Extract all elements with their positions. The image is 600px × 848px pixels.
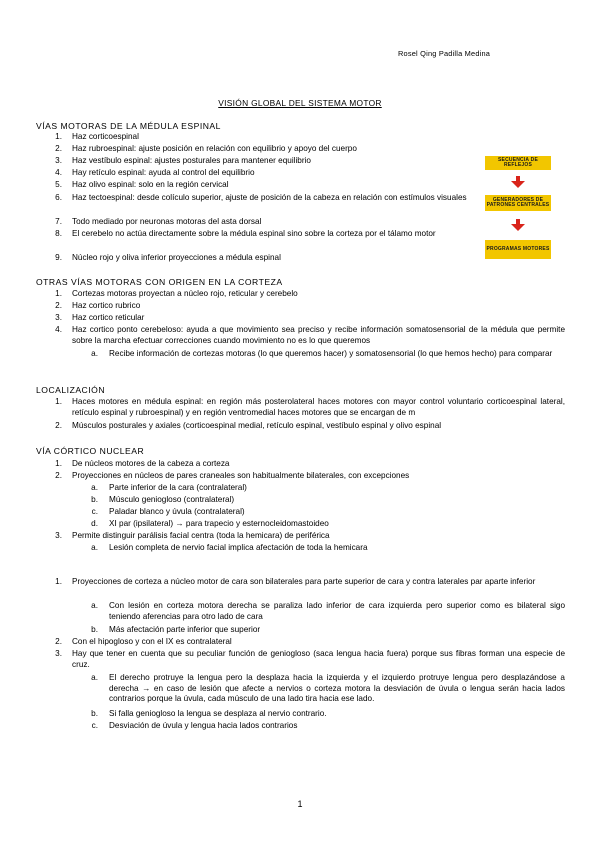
section-heading-medula: VÍAS MOTORAS DE LA MÉDULA ESPINAL	[36, 121, 221, 131]
diagram-box-patrones: GENERADORES DE PATRONES CENTRALES	[485, 195, 551, 211]
down-arrow-icon	[508, 219, 528, 231]
section-heading-cortico-nuclear: VÍA CÓRTICO NUCLEAR	[36, 446, 145, 456]
diagram-box-reflejos: SECUENCIA DE REFLEJOS	[485, 156, 551, 170]
section-heading-corteza: OTRAS VÍAS MOTORAS CON ORIGEN EN LA CORTEZA	[36, 277, 283, 287]
diagram-box-programas: PROGRAMAS MOTORES	[485, 240, 551, 259]
document-title: VISIÓN GLOBAL DEL SISTEMA MOTOR	[218, 98, 382, 108]
author-name: Rosel Qing Padilla Medina	[398, 49, 491, 58]
section-heading-localizacion: LOCALIZACIÓN	[36, 385, 106, 395]
down-arrow-icon	[508, 176, 528, 188]
page-number: 1	[297, 799, 303, 809]
